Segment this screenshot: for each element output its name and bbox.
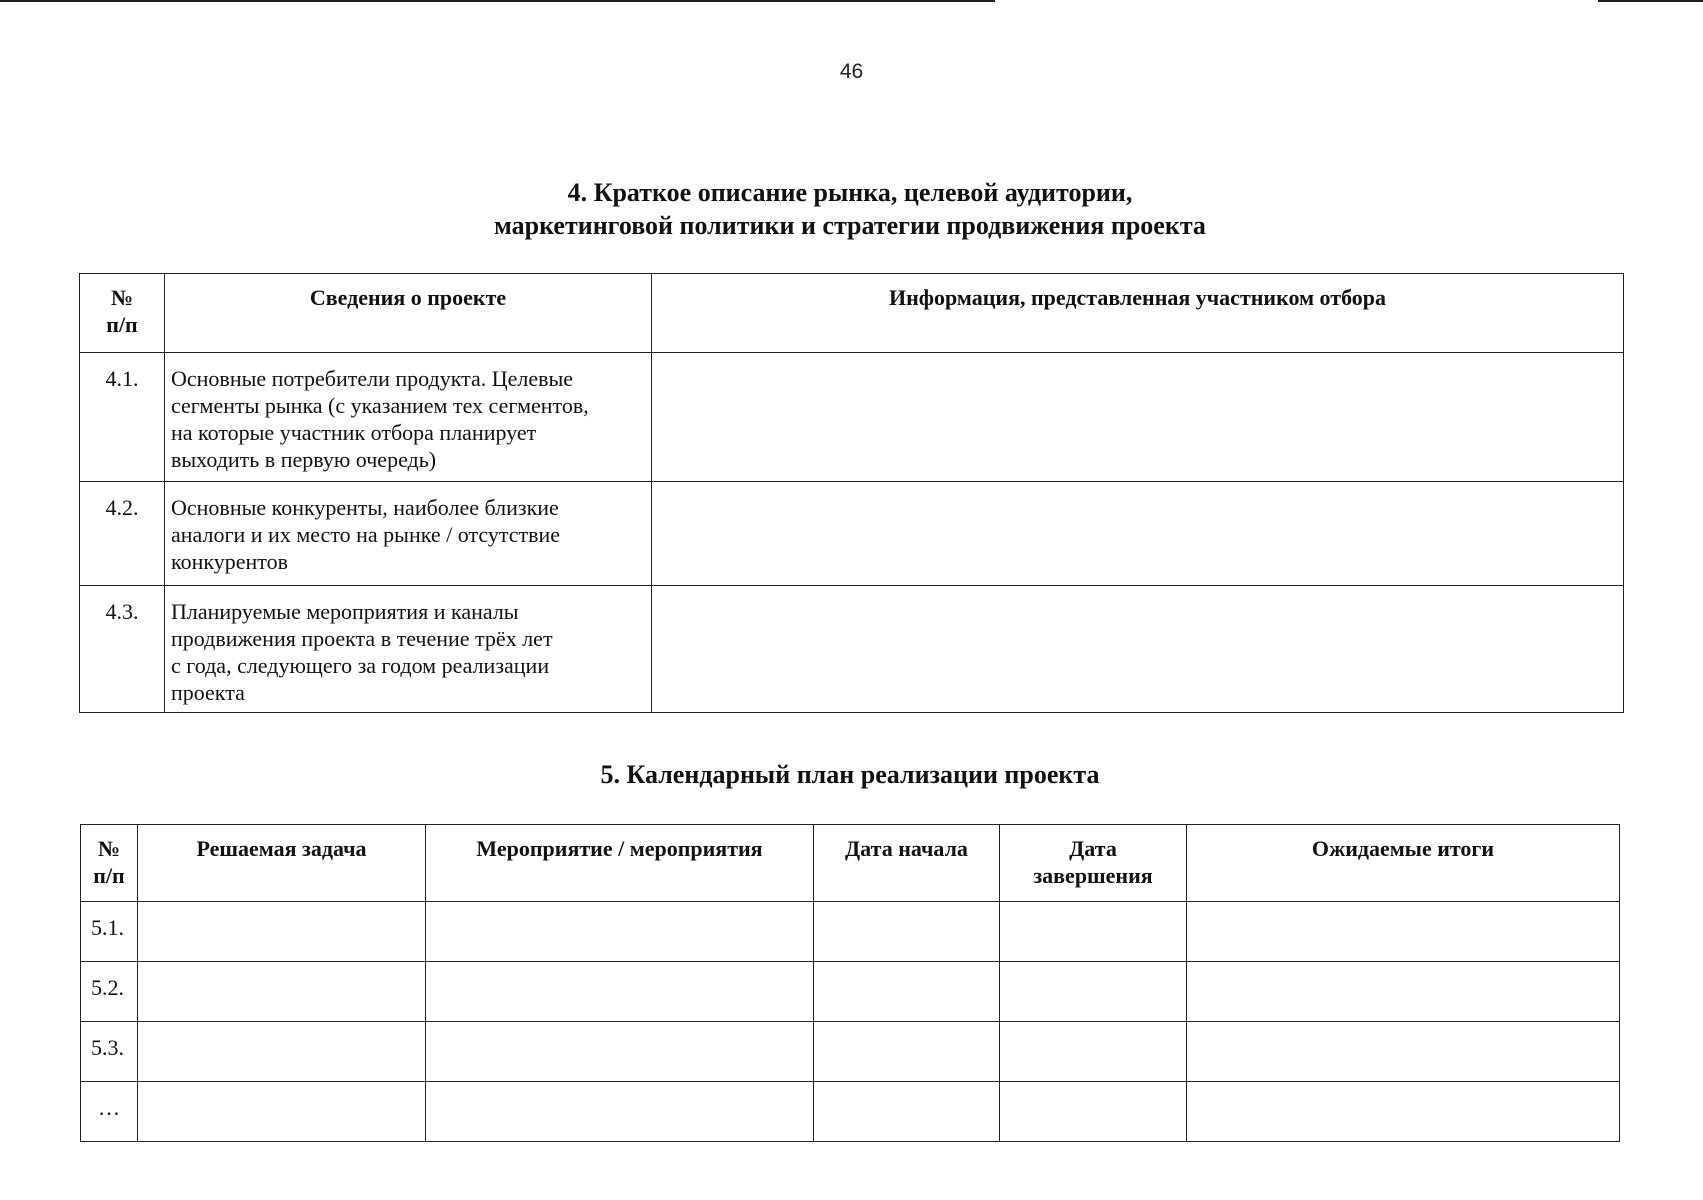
header-number-abbr: п/п bbox=[106, 312, 138, 337]
header-number bbox=[80, 274, 165, 353]
description-line: конкурентов bbox=[171, 549, 288, 574]
participant-answer-cell[interactable] bbox=[652, 353, 1624, 482]
header-end-date bbox=[1000, 825, 1187, 902]
expected-results-cell[interactable] bbox=[1187, 902, 1620, 962]
end-date-cell[interactable] bbox=[1000, 1082, 1187, 1142]
description-line: сегменты рынка (с указанием тех сегментов, bbox=[171, 393, 589, 418]
row-number: … bbox=[81, 1082, 138, 1142]
header-event: Мероприятие / мероприятия bbox=[426, 825, 814, 902]
end-date-cell[interactable] bbox=[1000, 1022, 1187, 1082]
event-cell[interactable] bbox=[426, 962, 814, 1022]
calendar-plan-table bbox=[80, 824, 1620, 1142]
page-number: 46 bbox=[839, 60, 864, 83]
task-cell[interactable] bbox=[138, 962, 426, 1022]
header-project-info: Сведения о проекте bbox=[165, 274, 652, 353]
description-line: проекта bbox=[171, 680, 245, 705]
header-number-symbol: № bbox=[110, 285, 134, 310]
event-cell[interactable] bbox=[426, 902, 814, 962]
row-description bbox=[165, 353, 652, 482]
row-number: 5.1. bbox=[81, 902, 138, 962]
start-date-cell[interactable] bbox=[814, 1022, 1000, 1082]
row-number: 4.3. bbox=[80, 586, 165, 713]
event-cell[interactable] bbox=[426, 1082, 814, 1142]
end-date-cell[interactable] bbox=[1000, 962, 1187, 1022]
task-cell[interactable] bbox=[138, 1082, 426, 1142]
row-number: 5.3. bbox=[81, 1022, 138, 1082]
header-end-date-line-2: завершения bbox=[1033, 863, 1153, 888]
table-row bbox=[81, 902, 1620, 962]
section-4-title-line-2: маркетинговой политики и стратегии продвижения проекта bbox=[494, 211, 1206, 240]
row-description bbox=[165, 586, 652, 713]
row-number: 5.2. bbox=[81, 962, 138, 1022]
top-edge-rule-right bbox=[1598, 0, 1703, 2]
table-row bbox=[81, 962, 1620, 1022]
description-line: Основные конкуренты, наиболее близкие bbox=[171, 495, 559, 520]
header-task: Решаемая задача bbox=[138, 825, 426, 902]
header-start-date: Дата начала bbox=[814, 825, 1000, 902]
participant-answer-cell[interactable] bbox=[652, 482, 1624, 586]
market-description-table bbox=[79, 273, 1624, 713]
event-cell[interactable] bbox=[426, 1022, 814, 1082]
header-end-date-line-1: Дата bbox=[1069, 836, 1117, 861]
description-line: аналоги и их место на рынке / отсутствие bbox=[171, 522, 561, 547]
expected-results-cell[interactable] bbox=[1187, 1022, 1620, 1082]
task-cell[interactable] bbox=[138, 1022, 426, 1082]
section-4-title bbox=[80, 176, 1620, 242]
table-header-row bbox=[80, 274, 1624, 353]
participant-answer-cell[interactable] bbox=[652, 586, 1624, 713]
top-edge-rule-left bbox=[0, 0, 995, 2]
description-line: продвижения проекта в течение трёх лет bbox=[171, 626, 553, 651]
description-line: с года, следующего за годом реализации bbox=[171, 653, 550, 678]
table-row bbox=[81, 1022, 1620, 1082]
table-row bbox=[80, 353, 1624, 482]
end-date-cell[interactable] bbox=[1000, 902, 1187, 962]
table-row bbox=[80, 586, 1624, 713]
description-line: выходить в первую очередь) bbox=[171, 447, 437, 472]
table-header-row bbox=[81, 825, 1620, 902]
header-participant-info: Информация, представленная участником отбора bbox=[652, 274, 1624, 353]
description-line: Планируемые мероприятия и каналы bbox=[171, 599, 519, 624]
start-date-cell[interactable] bbox=[814, 962, 1000, 1022]
table-row bbox=[81, 1082, 1620, 1142]
table-row bbox=[80, 482, 1624, 586]
row-number: 4.2. bbox=[80, 482, 165, 586]
header-expected-results: Ожидаемые итоги bbox=[1187, 825, 1620, 902]
expected-results-cell[interactable] bbox=[1187, 962, 1620, 1022]
description-line: Основные потребители продукта. Целевые bbox=[171, 366, 574, 391]
expected-results-cell[interactable] bbox=[1187, 1082, 1620, 1142]
header-number-symbol: № bbox=[97, 836, 121, 861]
header-number bbox=[81, 825, 138, 902]
section-5-title: 5. Календарный план реализации проекта bbox=[600, 760, 1100, 789]
row-number: 4.1. bbox=[80, 353, 165, 482]
start-date-cell[interactable] bbox=[814, 902, 1000, 962]
row-description bbox=[165, 482, 652, 586]
description-line: на которые участник отбора планирует bbox=[171, 420, 537, 445]
task-cell[interactable] bbox=[138, 902, 426, 962]
header-number-abbr: п/п bbox=[93, 863, 125, 888]
section-4-title-line-1: 4. Краткое описание рынка, целевой аудитории, bbox=[567, 178, 1133, 207]
start-date-cell[interactable] bbox=[814, 1082, 1000, 1142]
